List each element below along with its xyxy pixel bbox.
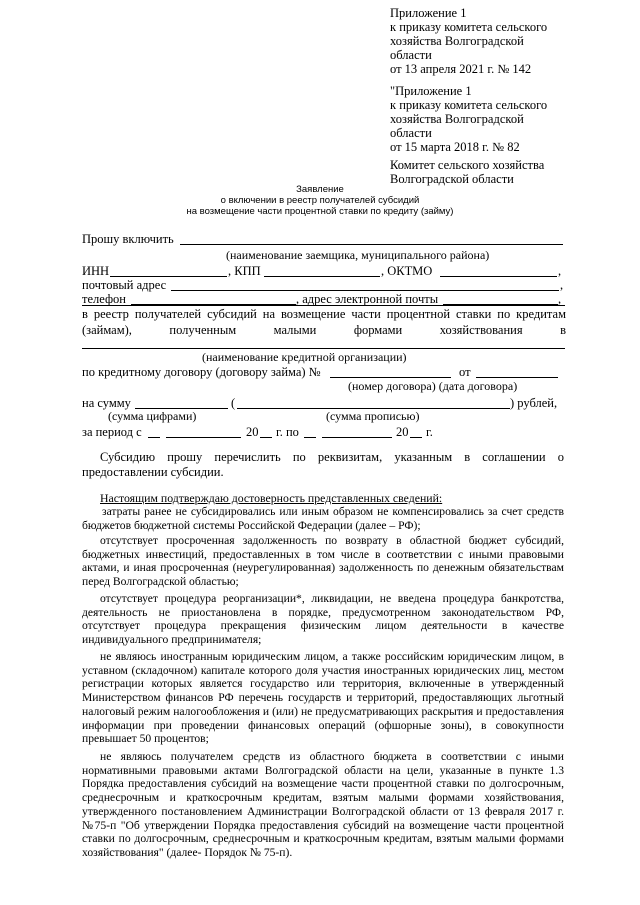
period-end-year-field[interactable]: [410, 437, 422, 438]
sum-label: на сумму: [82, 396, 131, 410]
period-start-year-field[interactable]: [260, 437, 272, 438]
declaration-paragraph: отсутствует просроченная задолженность по возврату в областной бюджет субсидий, бюджетных инвестиций, предоставленных в том числе в соответствии с иными правовыми актами, и иная просроченная (неурегулированная) задолженность по денежным обязательствам перед Волгоградской областью;: [82, 534, 564, 589]
phone-field[interactable]: [131, 304, 296, 305]
phone-label: телефон: [82, 292, 126, 306]
registry-word: в: [560, 323, 566, 337]
title-line: о включении в реестр получателей субсидий: [220, 195, 420, 206]
period-to-label: г. по: [276, 425, 299, 439]
paren-open: (: [231, 396, 236, 410]
oktmo-field[interactable]: [440, 276, 557, 277]
appendix-line: "Приложение 1: [390, 84, 472, 98]
comma: ,: [560, 278, 564, 292]
oktmo-label: , ОКТМО: [381, 264, 433, 278]
email-label: , адрес электронной почты: [296, 292, 439, 306]
sum-digits-caption: (сумма цифрами): [108, 409, 197, 423]
period-label: за период с: [82, 425, 142, 439]
subsidy-paragraph: Субсидию прошу перечислить по реквизитам, указанным в соглашении о предоставлении субсидии.: [82, 450, 564, 479]
registry-word: (займам),: [82, 323, 132, 337]
registry-word: малыми: [273, 323, 317, 337]
period-year-prefix: 20: [246, 425, 259, 439]
registry-line-1: в реестр получателей субсидий на возмещение части процентной ставки по кредитам: [82, 307, 566, 321]
confirm-heading: Настоящим подтверждаю достоверность представленных сведений:: [100, 491, 443, 505]
appendix-line: от 13 апреля 2021 г. № 142: [390, 62, 532, 76]
period-year-prefix: 20: [396, 425, 409, 439]
period-end-day-field[interactable]: [304, 437, 316, 438]
registry-word: формами: [353, 323, 403, 337]
appendix-block-current: [390, 6, 547, 76]
appendix-line: к приказу комитета сельского: [390, 98, 548, 112]
postal-field[interactable]: [171, 290, 559, 291]
addressee-line: Волгоградской области: [390, 172, 514, 186]
declaration-paragraph: отсутствует процедура реорганизации*, ликвидации, не введена процедура банкротства, деятельность не приостановлена в порядке, предусмотренном законодательством РФ, отсутствует процедура прекращения физическим лицом деятельности в качестве индивидуального предпринимателя;: [82, 592, 564, 647]
addressee-block: [390, 158, 544, 186]
period-end-label: г.: [426, 425, 433, 439]
contract-date-field[interactable]: [476, 377, 558, 378]
request-label: Прошу включить: [82, 232, 174, 246]
bank-field[interactable]: [82, 348, 565, 349]
postal-label: почтовый адрес: [82, 278, 167, 292]
document-title: [0, 184, 640, 217]
title-line: на возмещение части процентной ставки по кредиту (займу): [186, 206, 454, 217]
title-line: Заявление: [296, 184, 344, 195]
bank-caption: (наименование кредитной организации): [202, 350, 407, 364]
kpp-label: , КПП: [228, 264, 261, 278]
email-field[interactable]: [443, 304, 558, 305]
appendix-line: области: [390, 48, 432, 62]
inn-field[interactable]: [110, 276, 227, 277]
appendix-line: области: [390, 126, 432, 140]
rubles-label: ) рублей,: [510, 396, 558, 410]
contract-number-field[interactable]: [330, 377, 451, 378]
appendix-line: хозяйства Волгоградской: [390, 112, 524, 126]
borrower-caption: (наименование заемщика, муниципального района): [226, 248, 490, 262]
period-start-month-field[interactable]: [166, 437, 241, 438]
comma: ,: [558, 264, 562, 278]
declaration-paragraph: затраты ранее не субсидировались или иным образом не компенсировались за счет средств бюджетов бюджетной системы Российской Федерации (далее – РФ);: [82, 505, 564, 532]
appendix-line: хозяйства Волгоградской: [390, 34, 524, 48]
period-start-day-field[interactable]: [148, 437, 160, 438]
declaration-paragraph: не являюсь получателем средств из областного бюджета в соответствии с иными нормативными правовыми актами Волгоградской области на цели, указанные в пункте 1.3 Порядка предоставления субсидий на возмещение части процентной ставки по долгосрочным, среднесрочным и краткосрочным кредитам, взятым малыми формами хозяйствования, утвержденного постановлением Администрации Волгоградской области от 13 февраля 2017 г. №75-п "Об утверждении Порядка предоставления субсидий на возмещение части процентной ставки по долгосрочным, среднесрочным и краткосрочным кредитам, взятым малыми формами хозяйствования" (далее- Порядок № 75-п).: [82, 750, 564, 859]
registry-line-2: [82, 323, 566, 337]
addressee-line: Комитет сельского хозяйства: [390, 158, 545, 172]
registry-word: хозяйствования: [439, 323, 523, 337]
registry-word: полученным: [169, 323, 237, 337]
borrower-field[interactable]: [180, 244, 563, 245]
period-end-month-field[interactable]: [322, 437, 392, 438]
sum-words-caption: (сумма прописью): [326, 409, 420, 423]
appendix-line: от 15 марта 2018 г. № 82: [390, 140, 520, 154]
inn-label: ИНН: [82, 264, 110, 278]
appendix-line: Приложение 1: [390, 6, 467, 20]
declaration-paragraph: не являюсь иностранным юридическим лицом, а также российским юридическим лицом, в уставном (складочном) капитале которого доля участия иностранных юридических лиц, местом регистрации которых является государство или территория, включенные в утвержденный Министерством финансов РФ перечень государств и территорий, предоставляющих льготный налоговый режим налогообложения и (или) не предусматривающих раскрытия и предоставления информации при проведении финансовых операций (офшорные зоны), в совокупности превышает 50 процентов;: [82, 650, 564, 746]
appendix-block-original: [390, 84, 547, 154]
contract-label: по кредитному договору (договору займа) №: [82, 365, 321, 379]
kpp-field[interactable]: [264, 276, 380, 277]
contract-from-label: от: [459, 365, 471, 379]
appendix-line: к приказу комитета сельского: [390, 20, 548, 34]
comma: ,: [558, 292, 562, 306]
contract-caption: (номер договора) (дата договора): [348, 379, 518, 393]
